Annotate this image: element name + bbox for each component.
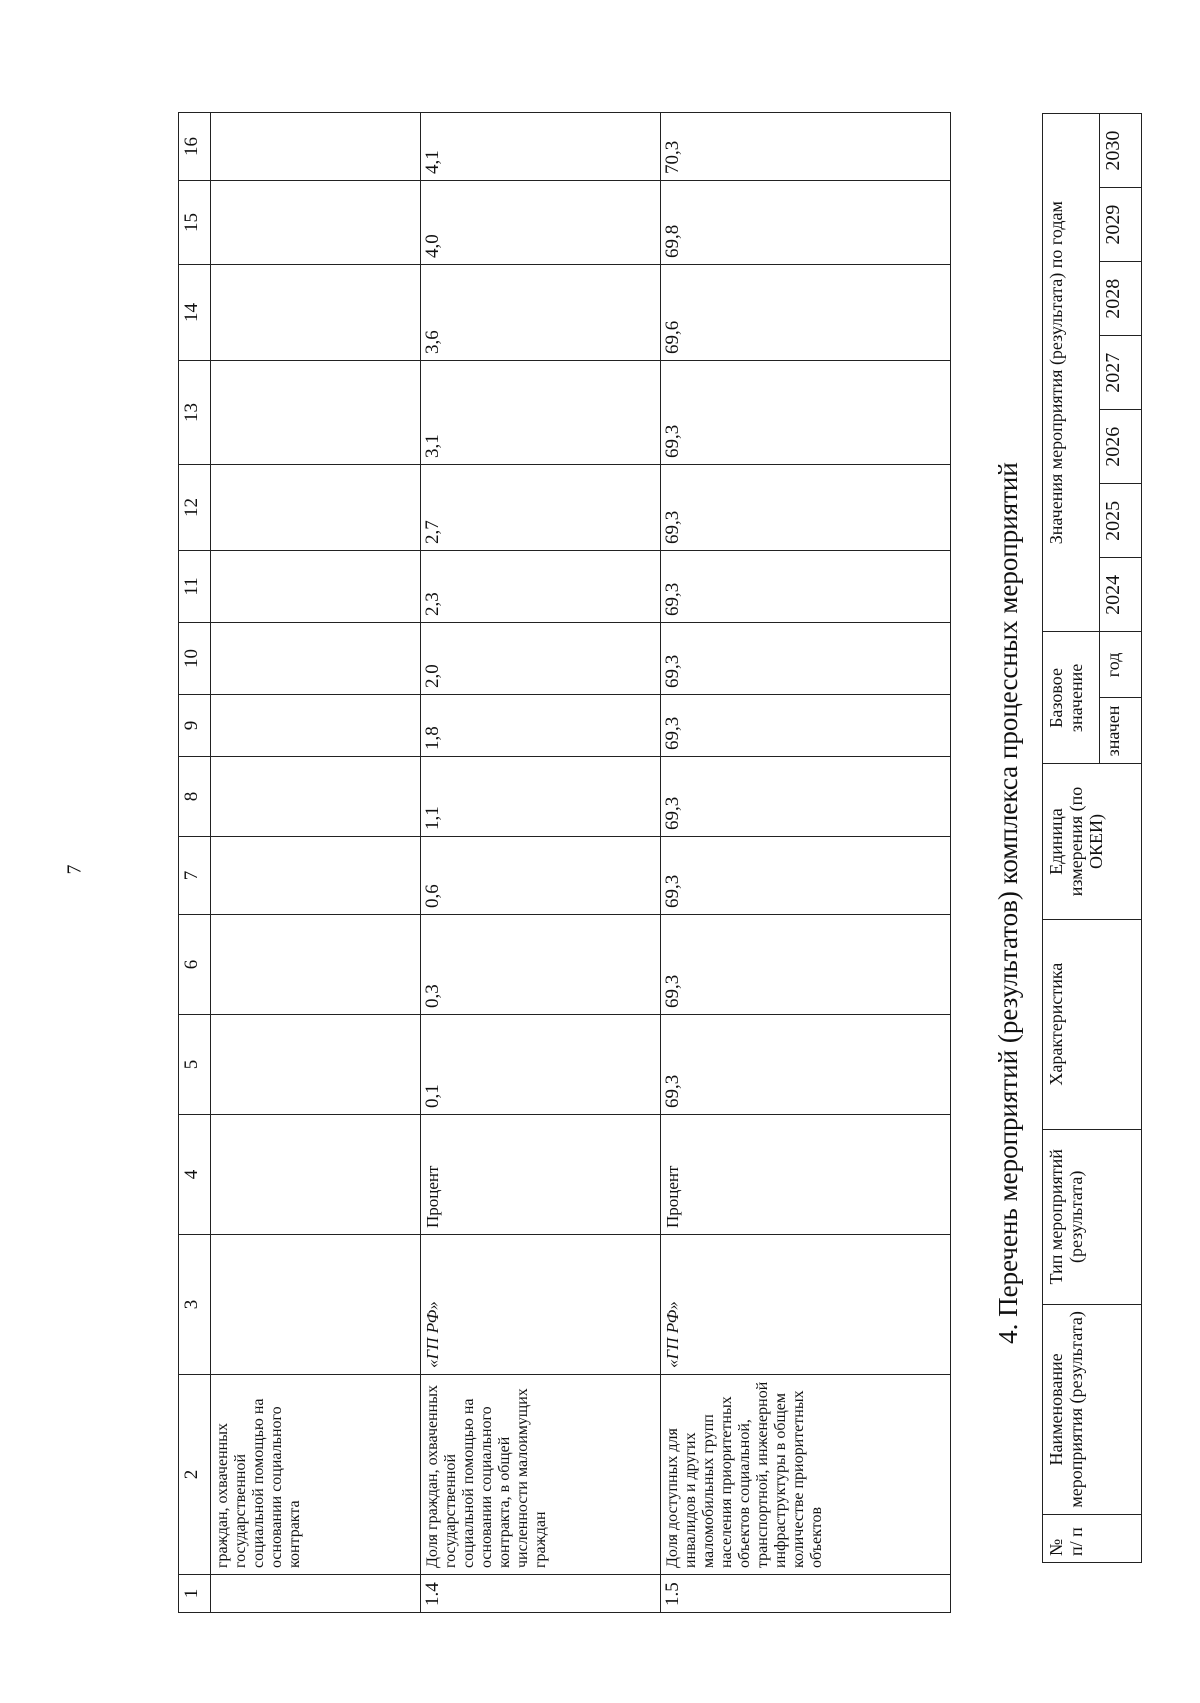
indicator-value: 69,3 [661,1015,951,1115]
indicator-value: 1,1 [421,757,661,837]
indicator-value [211,265,421,361]
indicator-value: 4,0 [421,181,661,265]
col-unit-header: Единица измерения (по ОКЕИ) [1043,764,1142,919]
column-number: 16 [179,113,211,181]
table-row [421,113,661,1613]
indicator-value: 0,1 [421,1015,661,1115]
indicator-value [211,361,421,465]
year-2029: 2029 [1100,188,1142,262]
indicator-value [211,113,421,181]
row-number: 1.5 [661,1575,951,1613]
column-number: 9 [179,695,211,757]
col-number-header: № п/ п [1043,1514,1142,1562]
indicator-unit: Процент [661,1115,951,1235]
indicator-value [211,837,421,915]
indicator-value [211,551,421,623]
measures-table [1042,113,1142,1563]
column-number: 14 [179,265,211,361]
indicator-name: Доля доступных для инвалидов и других маломобильных групп населения приоритетных объектов социальной, транспортной, инженерной инфраструктуры в общем количестве приоритетных объектов [661,1375,951,1575]
indicator-source [211,1235,421,1375]
indicator-source: «ГП РФ» [421,1235,661,1375]
table-row [211,113,421,1613]
column-number: 3 [179,1235,211,1375]
col-base-value-header: значен [1100,698,1142,764]
indicator-value [211,915,421,1015]
indicator-value: 69,3 [661,623,951,695]
indicator-value: 3,1 [421,361,661,465]
year-2024: 2024 [1100,558,1142,632]
col-years-header: Значения мероприятия (результата) по годам [1043,114,1100,632]
row-number [211,1575,421,1613]
indicator-value: 1,8 [421,695,661,757]
indicator-value: 69,3 [661,757,951,837]
column-number: 15 [179,181,211,265]
col-name-header: Наименование мероприятия (результата) [1043,1304,1142,1514]
indicator-value [211,623,421,695]
indicator-value: 0,3 [421,915,661,1015]
column-number: 6 [179,915,211,1015]
indicator-name: граждан, охваченных государственной социальной помощью на основании социального контракта [211,1375,421,1575]
indicator-value: 69,6 [661,265,951,361]
indicator-value [211,181,421,265]
indicator-unit [211,1115,421,1235]
indicator-source: «ГП РФ» [661,1235,951,1375]
indicator-value: 69,3 [661,361,951,465]
indicator-value: 0,6 [421,837,661,915]
page-number: 7 [63,864,86,875]
column-number: 1 [179,1575,211,1613]
indicator-value: 69,3 [661,695,951,757]
col-type-header: Тип мероприятий (результата) [1043,1129,1142,1304]
table-header-row [179,113,211,1613]
indicator-value: 2,0 [421,623,661,695]
col-characteristic-header: Характеристика [1043,919,1142,1129]
indicator-value: 70,3 [661,113,951,181]
column-number: 13 [179,361,211,465]
column-number: 11 [179,551,211,623]
year-2028: 2028 [1100,262,1142,336]
measures-header-row [1043,114,1100,1563]
indicator-value: 2,3 [421,551,661,623]
indicator-value [211,465,421,551]
column-number: 10 [179,623,211,695]
year-2030: 2030 [1100,114,1142,188]
column-number: 4 [179,1115,211,1235]
indicator-value: 69,3 [661,915,951,1015]
indicator-value: 69,3 [661,837,951,915]
table-row [661,113,951,1613]
col-base-year-header: год [1100,632,1142,698]
indicator-value: 4,1 [421,113,661,181]
indicator-value: 3,6 [421,265,661,361]
indicators-table [178,112,951,1613]
rotated-page-content [0,103,1200,1703]
column-number: 5 [179,1015,211,1115]
year-2027: 2027 [1100,336,1142,410]
indicator-value: 69,3 [661,465,951,551]
column-number: 2 [179,1375,211,1575]
indicator-name: Доля граждан, охваченных государственной социальной помощью на основании социального контракта, в общей численности малоимущих граждан [421,1375,661,1575]
column-number: 8 [179,757,211,837]
column-number: 12 [179,465,211,551]
indicator-value [211,1015,421,1115]
indicator-value: 2,7 [421,465,661,551]
indicator-value: 69,8 [661,181,951,265]
indicator-value: 69,3 [661,551,951,623]
year-2026: 2026 [1100,410,1142,484]
indicator-value [211,695,421,757]
col-base-header: Базовое значение [1043,632,1100,764]
row-number: 1.4 [421,1575,661,1613]
indicator-unit: Процент [421,1115,661,1235]
year-2025: 2025 [1100,484,1142,558]
indicator-value [211,757,421,837]
column-number: 7 [179,837,211,915]
section-title: 4. Перечень мероприятий (результатов) комплекса процессных мероприятий [993,462,1023,1344]
